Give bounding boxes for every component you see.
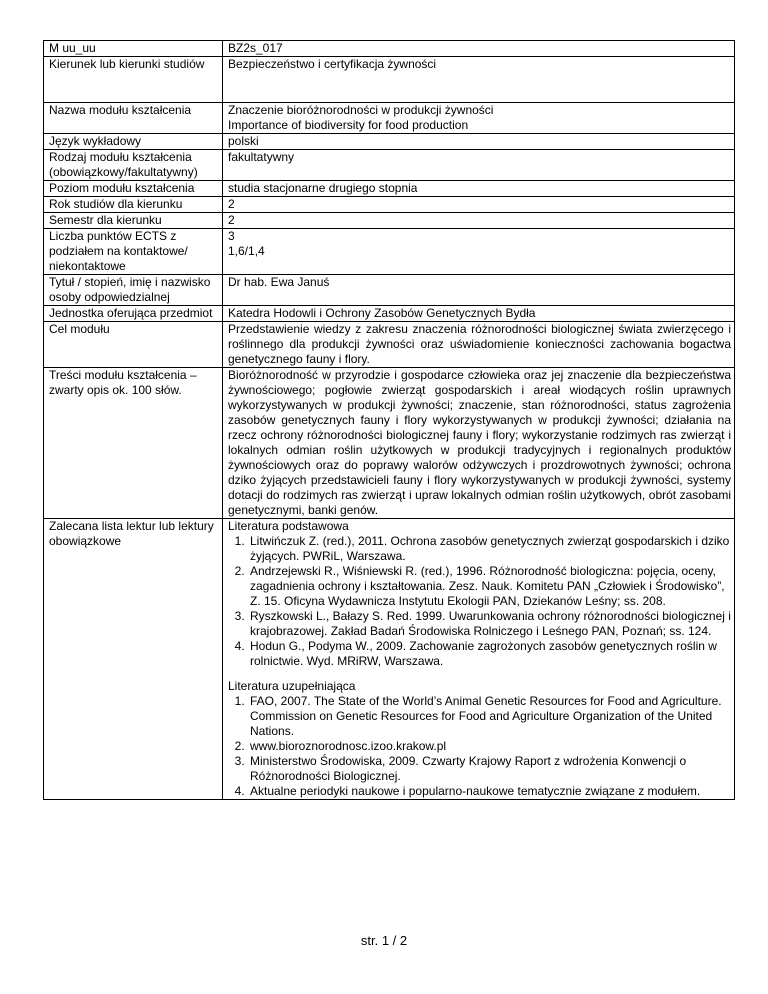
list-item: 1. Litwińczuk Z. (red.), 2011. Ochrona zasobów genetycznych zwierząt gospodarskich i dziko żyjących. PWRiL, Warszawa.	[248, 534, 731, 564]
supplementary-literature-heading: Literatura uzupełniająca	[228, 679, 356, 693]
page-number: str. 1 / 2	[360, 933, 408, 948]
table-row	[44, 150, 735, 181]
table-row	[44, 57, 735, 103]
table-row	[44, 41, 735, 57]
table-row	[44, 229, 735, 275]
table-row	[44, 275, 735, 306]
row-label: Nazwa modułu kształcenia	[44, 103, 223, 134]
supplementary-literature-list	[228, 694, 731, 799]
row-label: Rok studiów dla kierunku	[44, 197, 223, 213]
row-value	[223, 103, 735, 134]
basic-literature-heading: Literatura podstawowa	[228, 519, 349, 533]
row-label: Kierunek lub kierunki studiów	[44, 57, 223, 103]
module-name-en: Importance of biodiversity for food production	[228, 118, 469, 132]
row-value: BZ2s_017	[223, 41, 735, 57]
row-value: Dr hab. Ewa Januś	[223, 275, 735, 306]
ects-split: 1,6/1,4	[228, 244, 265, 258]
row-label: Treści modułu kształcenia – zwarty opis ok. 100 słów.	[44, 368, 223, 519]
table-row	[44, 368, 735, 519]
list-item: 2. www.bioroznorodnosc.izoo.krakow.pl	[248, 739, 731, 754]
row-value: Bezpieczeństwo i certyfikacja żywności	[223, 57, 735, 103]
ects-total: 3	[228, 229, 235, 243]
row-value: Przedstawienie wiedzy z zakresu znaczenia różnorodności biologicznej świata zwierzęcego i roślinnego dla produkcji żywności oraz uświadomienie konieczności zachowania bogactwa genetycznego fauny i flory.	[223, 322, 735, 368]
list-item: 3. Ryszkowski L., Bałazy S. Red. 1999. Uwarunkowania ochrony różnorodności biologicznej i krajobrazowej. Zakład Badań Środowiska Rolniczego i Leśnego PAN, Poznań; ss. 124.	[248, 609, 731, 639]
row-label: Semestr dla kierunku	[44, 213, 223, 229]
row-label: Język wykładowy	[44, 134, 223, 150]
row-label: Poziom modułu kształcenia	[44, 181, 223, 197]
table-row	[44, 197, 735, 213]
basic-literature-list	[228, 534, 731, 669]
row-label: M uu_uu	[44, 41, 223, 57]
list-item: 3. Ministerstwo Środowiska, 2009. Czwarty Krajowy Raport z wdrożenia Konwencji o Różnorodności Biologicznej.	[248, 754, 731, 784]
row-value: studia stacjonarne drugiego stopnia	[223, 181, 735, 197]
table-row	[44, 519, 735, 800]
spacer	[228, 669, 731, 679]
list-item: 2. Andrzejewski R., Wiśniewski R. (red.), 1996. Różnorodność biologiczna: pojęcia, oceny, zagadnienia ochrony i kształtowania. Zesz. Nauk. Komitetu PAN „Człowiek i Środowisko”, Z. 15. Oficyna Wydawnicza Instytutu Ekologii PAN, Dziekanów Leśny; ss. 208.	[248, 564, 731, 609]
row-label: Jednostka oferująca przedmiot	[44, 306, 223, 322]
table-row	[44, 306, 735, 322]
row-label: Zalecana lista lektur lub lektury obowiązkowe	[44, 519, 223, 800]
row-value: Katedra Hodowli i Ochrony Zasobów Genetycznych Bydła	[223, 306, 735, 322]
row-value: polski	[223, 134, 735, 150]
list-item: 4. Hodun G., Podyma W., 2009. Zachowanie zagrożonych zasobów genetycznych roślin w rolnictwie. Wyd. MRiRW, Warszawa.	[248, 639, 731, 669]
list-item: 4. Aktualne periodyki naukowe i popularno-naukowe tematycznie związane z modułem.	[248, 784, 731, 799]
table-row	[44, 181, 735, 197]
module-name-pl: Znaczenie bioróżnorodności w produkcji żywności	[228, 103, 494, 117]
row-value	[223, 229, 735, 275]
literature-cell	[223, 519, 735, 800]
row-value: 2	[223, 213, 735, 229]
table-row	[44, 103, 735, 134]
row-value: fakultatywny	[223, 150, 735, 181]
row-label: Tytuł / stopień, imię i nazwisko osoby odpowiedzialnej	[44, 275, 223, 306]
table-row	[44, 322, 735, 368]
row-label: Cel modułu	[44, 322, 223, 368]
syllabus-table	[43, 40, 735, 800]
syllabus-page	[43, 40, 731, 800]
row-value: Bioróżnorodność w przyrodzie i gospodarce człowieka oraz jej znaczenie dla bezpieczeństwa żywnościowego; pogłowie zwierząt gospodarskich i areał wiodących roślin uprawnych wykorzystywanych w produkcji żywności; znaczenie, stan różnorodności, status zagrożenia zasobów genetycznych fauny i flory wykorzystywanych w produkcji żywności; działania na rzecz ochrony różnorodności biologicznej fauny i flory; wykorzystanie rodzimych ras zwierząt i lokalnych odmian roślin użytkowych w produkcji tradycyjnych i regionalnych produktów żywnościowych oraz do poprawy walorów odżywczych i prozdrowotnych żywności; ochrona dziko żyjących przedstawicieli fauny i flory wykorzystywanych w produkcji żywności, systemy dotacji do rodzimych ras zwierząt i upraw lokalnych odmian roślin użytkowych, obrót zasobami genetycznymi, banki genów.	[223, 368, 735, 519]
row-label: Liczba punktów ECTS z podziałem na kontaktowe/ niekontaktowe	[44, 229, 223, 275]
row-label: Rodzaj modułu kształcenia (obowiązkowy/fakultatywny)	[44, 150, 223, 181]
table-row	[44, 213, 735, 229]
row-value: 2	[223, 197, 735, 213]
list-item: 1. FAO, 2007. The State of the World’s Animal Genetic Resources for Food and Agriculture. Commission on Genetic Resources for Food and Agriculture Organization of the United Nations.	[248, 694, 731, 739]
table-row	[44, 134, 735, 150]
